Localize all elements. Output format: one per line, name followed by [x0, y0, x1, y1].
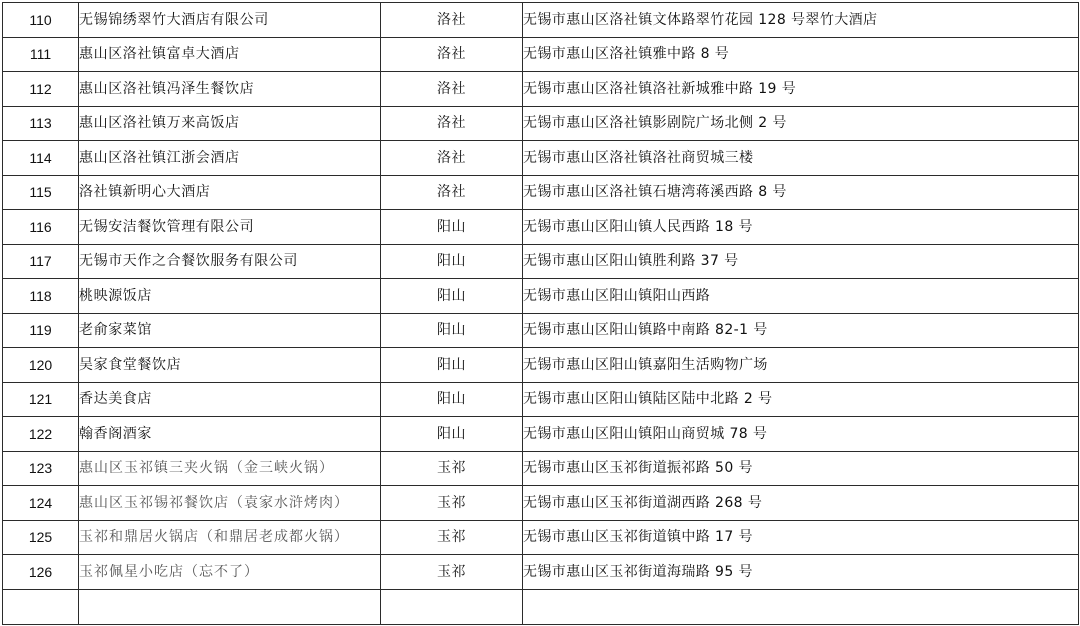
row-number: 113 [3, 106, 79, 141]
row-number: 114 [3, 141, 79, 176]
empty-cell [523, 589, 1079, 624]
row-number: 112 [3, 72, 79, 107]
town-name: 玉祁 [381, 520, 523, 555]
row-number: 125 [3, 520, 79, 555]
restaurant-name: 无锡安洁餐饮管理有限公司 [79, 210, 381, 245]
town-name: 阳山 [381, 313, 523, 348]
restaurant-address: 无锡市惠山区玉祁街道振祁路 50 号 [523, 451, 1079, 486]
restaurant-address: 无锡市惠山区阳山镇阳山西路 [523, 279, 1079, 314]
restaurant-name: 翰香阁酒家 [79, 417, 381, 452]
restaurant-address: 无锡市惠山区阳山镇人民西路 18 号 [523, 210, 1079, 245]
restaurant-name: 玉祁佩星小吃店（忘不了） [79, 555, 381, 590]
table-row [3, 279, 1079, 314]
table-row [3, 244, 1079, 279]
row-number: 124 [3, 486, 79, 521]
restaurant-name: 玉祁和鼎居火锅店（和鼎居老成都火锅） [79, 520, 381, 555]
restaurant-address: 无锡市惠山区阳山镇胜利路 37 号 [523, 244, 1079, 279]
restaurant-address: 无锡市惠山区阳山镇陆区陆中北路 2 号 [523, 382, 1079, 417]
town-name: 玉祁 [381, 451, 523, 486]
row-number: 123 [3, 451, 79, 486]
restaurant-name: 洛社镇新明心大酒店 [79, 175, 381, 210]
restaurant-address: 无锡市惠山区阳山镇嘉阳生活购物广场 [523, 348, 1079, 383]
empty-cell [79, 589, 381, 624]
restaurant-address: 无锡市惠山区洛社镇洛社商贸城三楼 [523, 141, 1079, 176]
restaurant-name: 吴家食堂餐饮店 [79, 348, 381, 383]
empty-row [3, 589, 1079, 624]
restaurant-name: 惠山区洛社镇冯泽生餐饮店 [79, 72, 381, 107]
restaurant-name: 桃映源饭店 [79, 279, 381, 314]
town-name: 洛社 [381, 72, 523, 107]
row-number: 119 [3, 313, 79, 348]
town-name: 洛社 [381, 175, 523, 210]
table-row [3, 210, 1079, 245]
table-row [3, 141, 1079, 176]
restaurant-address: 无锡市惠山区洛社镇洛社新城雅中路 19 号 [523, 72, 1079, 107]
restaurant-name: 老俞家菜馆 [79, 313, 381, 348]
restaurant-address: 无锡市惠山区洛社镇石塘湾蒋溪西路 8 号 [523, 175, 1079, 210]
town-name: 阳山 [381, 279, 523, 314]
row-number: 111 [3, 37, 79, 72]
row-number: 117 [3, 244, 79, 279]
table-row [3, 417, 1079, 452]
row-number: 126 [3, 555, 79, 590]
row-number: 122 [3, 417, 79, 452]
town-name: 玉祁 [381, 555, 523, 590]
restaurant-name: 无锡市天作之合餐饮服务有限公司 [79, 244, 381, 279]
row-number: 115 [3, 175, 79, 210]
restaurant-name: 惠山区洛社镇富卓大酒店 [79, 37, 381, 72]
town-name: 阳山 [381, 210, 523, 245]
restaurant-address: 无锡市惠山区洛社镇雅中路 8 号 [523, 37, 1079, 72]
restaurant-name: 香达美食店 [79, 382, 381, 417]
restaurant-address: 无锡市惠山区阳山镇阳山商贸城 78 号 [523, 417, 1079, 452]
town-name: 洛社 [381, 37, 523, 72]
table-row [3, 3, 1079, 38]
table-row [3, 486, 1079, 521]
empty-cell [3, 589, 79, 624]
restaurant-address: 无锡市惠山区洛社镇文体路翠竹花园 128 号翠竹大酒店 [523, 3, 1079, 38]
table-row [3, 520, 1079, 555]
restaurant-name: 惠山区洛社镇江浙会酒店 [79, 141, 381, 176]
empty-cell [381, 589, 523, 624]
table-row [3, 106, 1079, 141]
town-name: 阳山 [381, 244, 523, 279]
town-name: 阳山 [381, 348, 523, 383]
restaurant-address: 无锡市惠山区玉祁街道湖西路 268 号 [523, 486, 1079, 521]
row-number: 118 [3, 279, 79, 314]
table-row [3, 72, 1079, 107]
town-name: 洛社 [381, 3, 523, 38]
restaurant-name: 无锡锦绣翠竹大酒店有限公司 [79, 3, 381, 38]
table-body [3, 3, 1079, 625]
table-row [3, 37, 1079, 72]
row-number: 116 [3, 210, 79, 245]
table-row [3, 451, 1079, 486]
town-name: 阳山 [381, 382, 523, 417]
table-row [3, 348, 1079, 383]
row-number: 121 [3, 382, 79, 417]
restaurant-name: 惠山区玉祁镇三夹火锅（金三峡火锅） [79, 451, 381, 486]
restaurant-address: 无锡市惠山区洛社镇影剧院广场北侧 2 号 [523, 106, 1079, 141]
restaurant-address: 无锡市惠山区玉祁街道镇中路 17 号 [523, 520, 1079, 555]
table-row [3, 313, 1079, 348]
town-name: 洛社 [381, 141, 523, 176]
table-row [3, 382, 1079, 417]
table-row [3, 555, 1079, 590]
town-name: 阳山 [381, 417, 523, 452]
row-number: 120 [3, 348, 79, 383]
restaurant-name: 惠山区玉祁锡祁餐饮店（袁家水浒烤肉） [79, 486, 381, 521]
restaurant-table [2, 2, 1079, 625]
restaurant-name: 惠山区洛社镇万来高饭店 [79, 106, 381, 141]
table-row [3, 175, 1079, 210]
town-name: 玉祁 [381, 486, 523, 521]
town-name: 洛社 [381, 106, 523, 141]
row-number: 110 [3, 3, 79, 38]
restaurant-address: 无锡市惠山区阳山镇路中南路 82-1 号 [523, 313, 1079, 348]
restaurant-address: 无锡市惠山区玉祁街道海瑞路 95 号 [523, 555, 1079, 590]
